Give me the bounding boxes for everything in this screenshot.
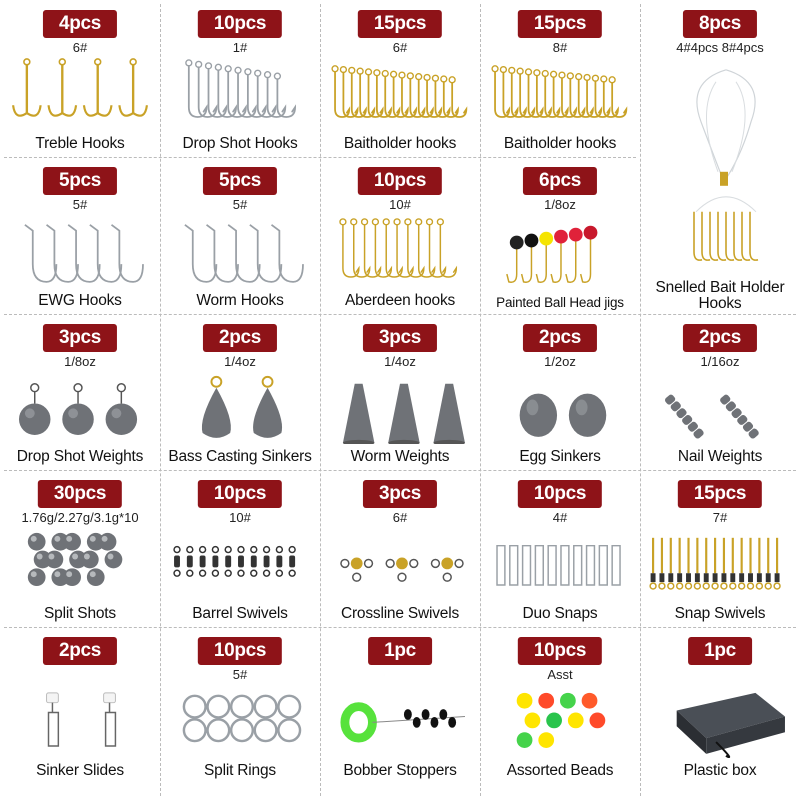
product-name: Drop Shot Weights: [16, 448, 144, 466]
size-label: 5#: [72, 196, 88, 212]
quantity-badge: 10pcs: [198, 637, 282, 665]
treble-hook-icon: [6, 56, 154, 131]
product-name: Worm Weights: [350, 448, 450, 466]
size-label: 1/4oz: [224, 353, 256, 369]
quantity-badge: 10pcs: [198, 480, 282, 508]
product-name: Split Shots: [44, 605, 116, 623]
ewg-hook-icon: [6, 213, 154, 288]
quantity-badge: 10pcs: [518, 637, 602, 665]
size-label: 5#: [232, 196, 248, 212]
size-label: Asst: [547, 667, 573, 683]
product-cell: [320, 157, 480, 314]
product-cell: [160, 470, 320, 627]
product-cell: [0, 470, 160, 627]
quantity-badge: 10pcs: [198, 10, 282, 38]
silver-hooks-icon: [166, 56, 314, 131]
product-name: Snap Swivels: [674, 605, 766, 623]
product-name: Crossline Swivels: [340, 605, 460, 623]
quantity-badge: 6pcs: [523, 167, 597, 195]
product-cell: [640, 627, 800, 784]
crossline-swivel-icon: [326, 526, 474, 601]
product-cell: [0, 157, 160, 314]
size-label: 1/8oz: [544, 196, 576, 212]
product-cell: [160, 157, 320, 314]
quantity-badge: 1pc: [368, 637, 432, 665]
quantity-badge: 3pcs: [363, 480, 437, 508]
quantity-badge: 10pcs: [358, 167, 442, 195]
product-name: Nail Weights: [677, 448, 763, 466]
product-name: Egg Sinkers: [519, 448, 601, 466]
snelled-hook-icon: [646, 56, 794, 288]
product-cell: [640, 314, 800, 471]
split-shot-icon: [6, 526, 154, 601]
size-label: 8#: [552, 40, 568, 55]
sinker-slide-icon: [6, 683, 154, 758]
product-cell: [160, 314, 320, 471]
product-cell: [0, 314, 160, 471]
split-ring-icon: [166, 683, 314, 758]
size-label: 1.76g/2.27g/3.1g*10: [21, 510, 139, 526]
size-label: 1/2oz: [544, 353, 576, 369]
nail-weight-icon: [646, 370, 794, 445]
grid-divider: [4, 314, 796, 315]
product-name: Split Rings: [204, 761, 276, 779]
product-name: Sinker Slides: [36, 761, 124, 779]
plastic-box-icon: [646, 683, 794, 758]
product-name: Treble Hooks: [35, 134, 125, 152]
quantity-badge: 4pcs: [43, 10, 117, 38]
aberdeen-hook-icon: [326, 213, 474, 288]
size-label: 5#: [232, 667, 248, 683]
quantity-badge: 2pcs: [683, 324, 757, 352]
quantity-badge: 30pcs: [38, 480, 122, 508]
duo-snap-icon: [486, 526, 634, 601]
gold-hooks-icon: [486, 56, 634, 131]
product-cell: [640, 0, 800, 314]
snap-swivel-icon: [646, 526, 794, 601]
quantity-badge: 3pcs: [43, 324, 117, 352]
product-name: Assorted Beads: [506, 761, 614, 779]
barrel-swivel-icon: [166, 526, 314, 601]
egg-sinker-icon: [486, 370, 634, 445]
size-label: 10#: [229, 510, 251, 526]
product-cell: [160, 627, 320, 784]
product-cell: [480, 157, 640, 314]
grid-divider: [640, 4, 641, 796]
quantity-badge: 2pcs: [43, 637, 117, 665]
product-name: Aberdeen hooks: [344, 291, 456, 309]
product-cell: [320, 314, 480, 471]
size-label: 6#: [392, 510, 408, 526]
product-cell: [480, 314, 640, 471]
beads-icon: [486, 683, 634, 758]
product-cell: [160, 0, 320, 157]
grid-divider: [160, 4, 161, 796]
bobber-stopper-icon: [326, 683, 474, 758]
quantity-badge: 1pc: [688, 637, 752, 665]
quantity-badge: 2pcs: [203, 324, 277, 352]
worm-hook-icon: [166, 213, 314, 288]
product-name: Snelled Bait Holder Hooks: [655, 278, 785, 312]
product-name: EWG Hooks: [38, 291, 122, 309]
quantity-badge: 15pcs: [678, 480, 762, 508]
size-label: 1/8oz: [64, 353, 96, 369]
product-name: Drop Shot Hooks: [182, 134, 298, 152]
product-name: Worm Hooks: [196, 291, 284, 309]
size-label: 1/4oz: [384, 353, 416, 369]
quantity-badge: 5pcs: [203, 167, 277, 195]
product-name: Barrel Swivels: [192, 605, 288, 623]
product-name: Painted Ball Head jigs: [496, 294, 624, 310]
product-cell: [320, 0, 480, 157]
quantity-badge: 5pcs: [43, 167, 117, 195]
grid-divider: [4, 157, 636, 158]
quantity-badge: 2pcs: [523, 324, 597, 352]
quantity-badge: 15pcs: [358, 10, 442, 38]
product-name: Plastic box: [683, 761, 757, 779]
size-label: 6#: [72, 40, 88, 55]
grid-divider: [4, 627, 796, 628]
product-cell: [480, 627, 640, 784]
gold-hooks-icon: [326, 56, 474, 131]
product-name: Bobber Stoppers: [343, 761, 457, 779]
product-cell: [320, 627, 480, 784]
jig-head-icon: [486, 213, 634, 288]
product-cell: [0, 0, 160, 157]
product-name: Bass Casting Sinkers: [168, 448, 312, 466]
size-label: 1#: [232, 40, 248, 55]
quantity-badge: 3pcs: [363, 324, 437, 352]
product-cell: [480, 0, 640, 157]
size-label: 4#4pcs 8#4pcs: [676, 40, 764, 55]
size-label: 10#: [389, 196, 411, 212]
product-cell: [0, 627, 160, 784]
size-label: 7#: [712, 510, 728, 526]
product-cell: [480, 470, 640, 627]
size-label: 6#: [392, 40, 408, 55]
product-name: Baitholder hooks: [503, 134, 617, 152]
product-cell: [320, 470, 480, 627]
quantity-badge: 10pcs: [518, 480, 602, 508]
worm-weight-icon: [326, 370, 474, 445]
bass-sinker-icon: [166, 370, 314, 445]
product-name: Baitholder hooks: [343, 134, 457, 152]
quantity-badge: 15pcs: [518, 10, 602, 38]
product-name: Duo Snaps: [522, 605, 598, 623]
drop-shot-weight-icon: [6, 370, 154, 445]
product-cell: [640, 470, 800, 627]
grid-divider: [320, 4, 321, 796]
grid-divider: [4, 470, 796, 471]
quantity-badge: 8pcs: [683, 10, 757, 38]
grid-divider: [480, 4, 481, 796]
size-label: 1/16oz: [700, 353, 740, 369]
size-label: 4#: [552, 510, 568, 526]
